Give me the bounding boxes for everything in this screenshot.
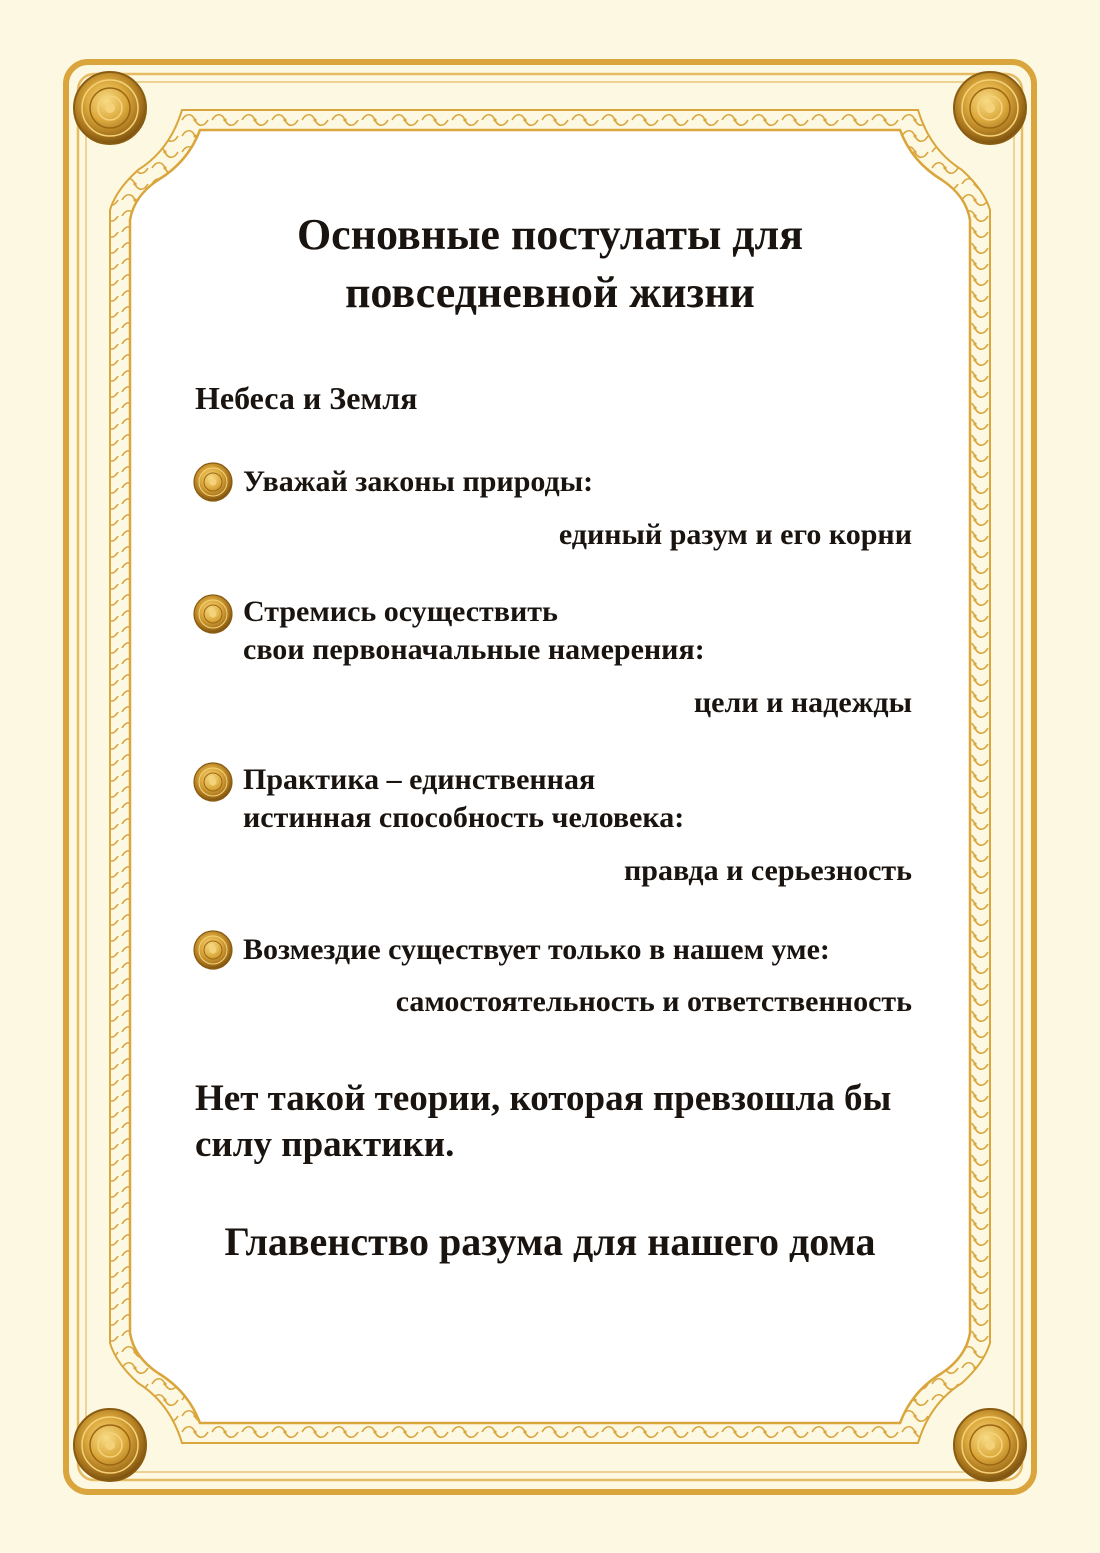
motto: Главенство разума для нашего дома [224, 1219, 876, 1264]
postulate-text: Возмездие существует только в нашем уме: [243, 933, 830, 966]
document-title [150, 206, 950, 322]
postulate-value: правда и серьезность [623, 854, 912, 887]
gold-disc-bullet-icon [193, 930, 233, 970]
postulate-text: свои первоначальные намерения: [243, 633, 705, 666]
section-heading: Небеса и Земля [195, 380, 418, 416]
postulate-text: истинная способность человека: [243, 801, 685, 834]
postulate-value: единый разум и его корни [558, 518, 912, 551]
gold-disc-bullet-icon [193, 594, 233, 634]
postulate-text: Практика – единственная [243, 763, 596, 796]
closing-line: Нет такой теории, которая превзошла бы [195, 1078, 892, 1119]
title-line: повседневной жизни [345, 268, 755, 317]
postulate-text: Уважай законы природы: [243, 465, 594, 498]
closing-statement [195, 1076, 915, 1168]
closing-line: силу практики. [195, 1124, 455, 1165]
postulate-value: самостоятельность и ответственность [395, 985, 912, 1018]
title-line: Основные постулаты для [296, 210, 804, 259]
gold-disc-bullet-icon [193, 762, 233, 802]
postulate-value: цели и надежды [693, 686, 912, 719]
postulate-text: Стремись осуществить [243, 595, 558, 628]
gold-disc-bullet-icon [193, 462, 233, 502]
